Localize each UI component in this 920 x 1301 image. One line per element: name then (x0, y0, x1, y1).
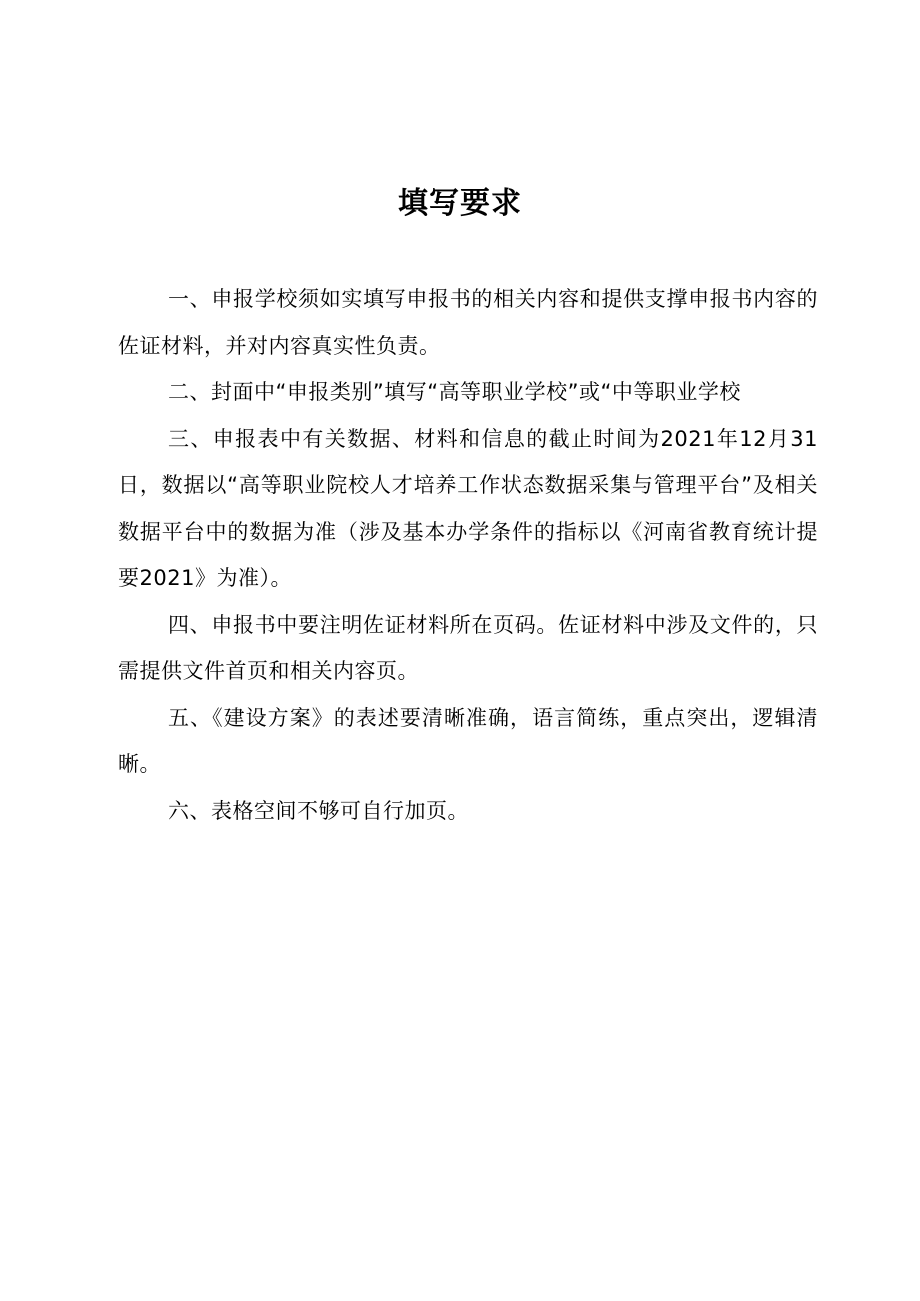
requirement-paragraph-5: 五、《建设方案》的表述要清晰准确，语言简练，重点突出，逻辑清晰。 (118, 705, 818, 776)
page-title: 填写要求 (398, 186, 522, 221)
requirement-paragraph-4: 四、申报书中要注明佐证材料所在页码。佐证材料中涉及文件的，只需提供文件首页和相关内容页。 (118, 612, 818, 683)
requirements-body (118, 276, 818, 834)
requirement-paragraph-6: 六、表格空间不够可自行加页。 (168, 798, 469, 823)
requirement-paragraph-2: 二、封面中“申报类别”填写“高等职业学校”或“中等职业学校 (168, 380, 741, 404)
requirement-paragraph-1: 一、申报学校须如实填写申报书的相关内容和提供支撑申报书内容的佐证材料，并对内容真实性负责。 (118, 287, 818, 358)
requirement-paragraph-3: 三、申报表中有关数据、材料和信息的截止时间为2021年12月31日，数据以“高等职业院校人才培养工作状态数据采集与管理平台”及相关数据平台中的数据为准（涉及基本办学条件的指标以《河南省教育统计提要2021》为准）。 (118, 426, 818, 590)
